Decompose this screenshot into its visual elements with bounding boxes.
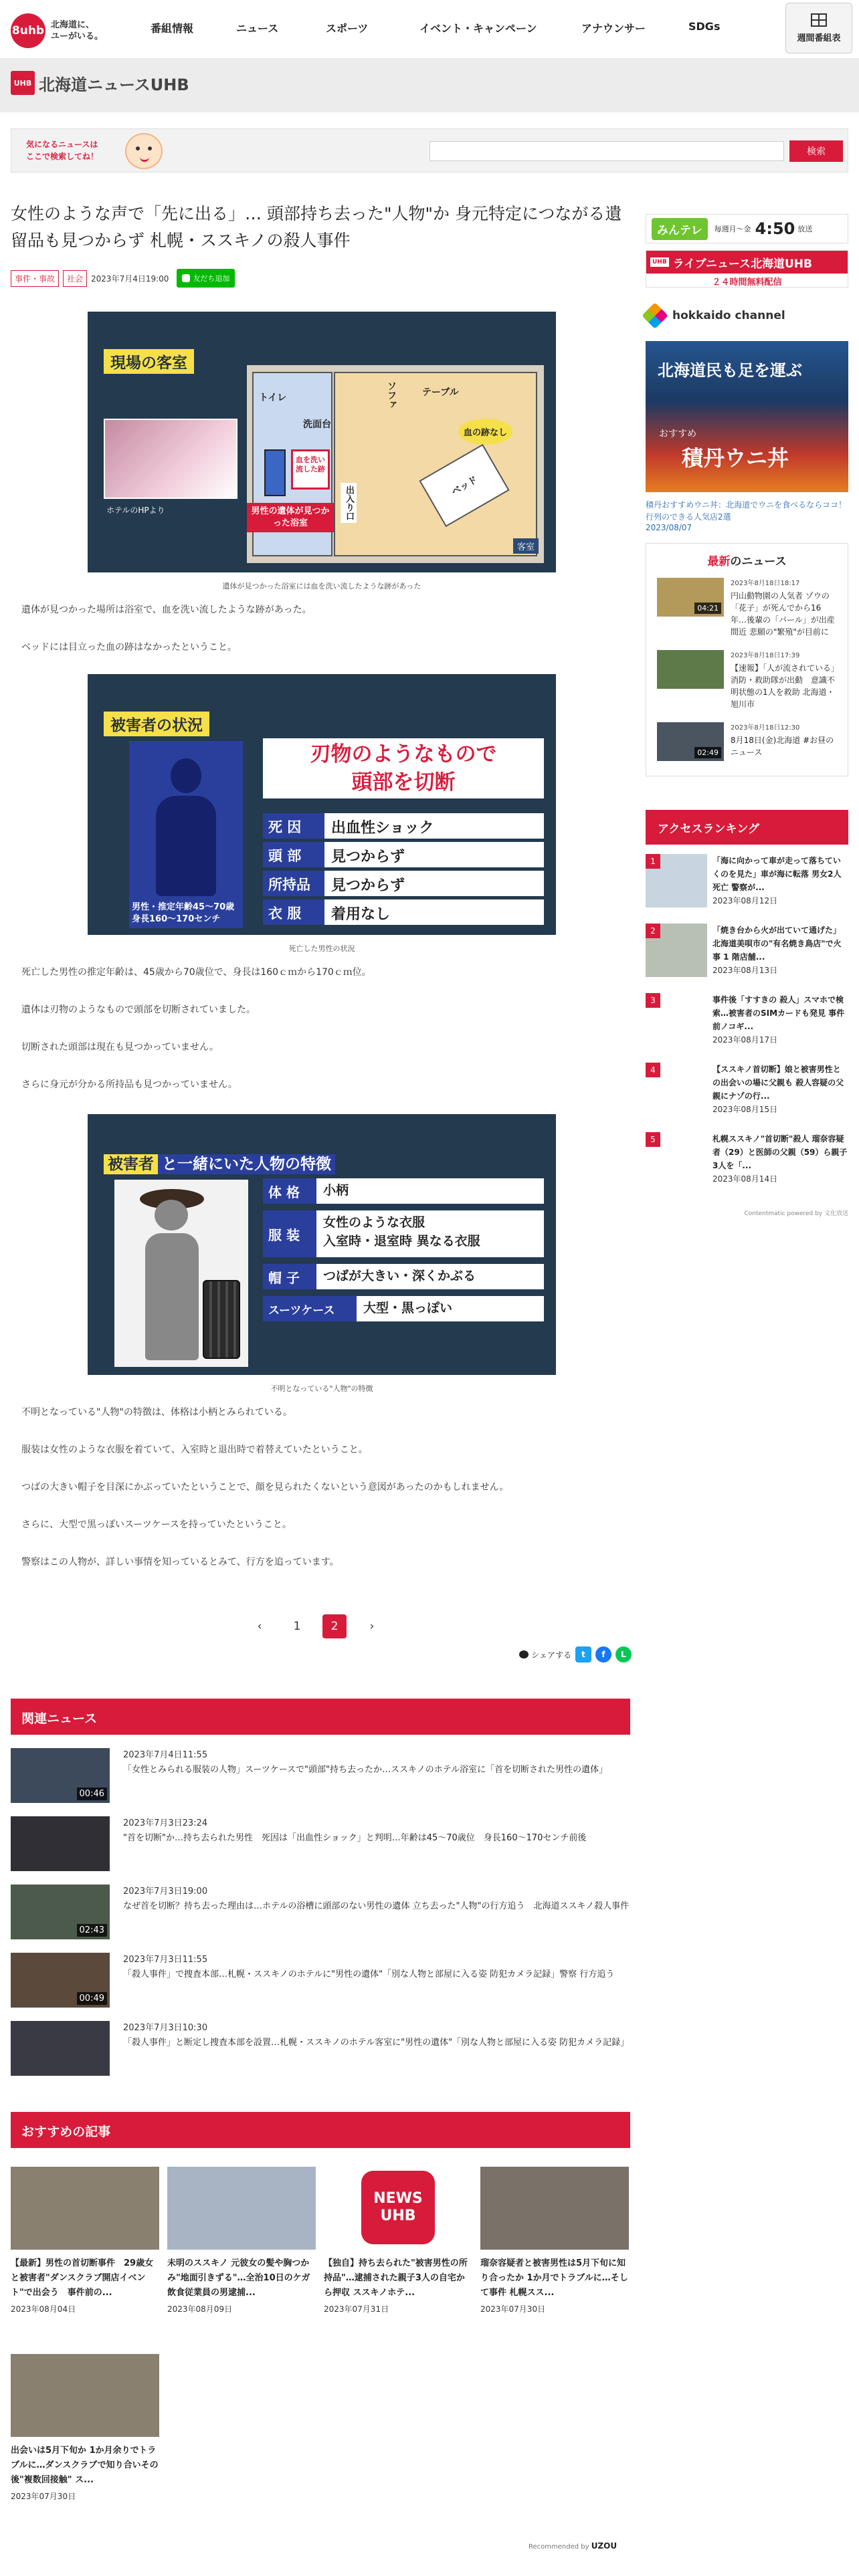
article-paragraph: 遺体が見つかった場所は浴室で、血を洗い流したような跡があった。: [21, 605, 312, 615]
person-feature-key: 服 装: [263, 1210, 316, 1257]
recommended-title: 未明のススキノ 元彼女の髪や胸つかみ"地面引きずる"…全治10日のケガ 飲食従業員の男逮捕...: [167, 2258, 310, 2298]
latest-news-body: [731, 650, 837, 710]
video-duration: 04:21: [694, 603, 721, 614]
figure-2-caption: 死亡した男性の状況: [288, 944, 355, 953]
plan-label-washed-blood: 血を洗い流した跡: [291, 449, 330, 490]
uni-ad-line-3: 積丹ウニ丼: [682, 445, 789, 471]
hotel-photo-caption: ホテルのHPより: [106, 506, 165, 515]
pager-next-button[interactable]: ›: [369, 1620, 375, 1633]
plan-label-bathroom: 男性の遺体が見つかった浴室: [247, 503, 334, 532]
search-button[interactable]: 検索: [789, 140, 843, 162]
article-meta: [11, 269, 633, 288]
uzou-credit: [529, 2541, 617, 2551]
mascot-icon: [125, 133, 163, 169]
plan-label-table: テーブル: [422, 387, 459, 398]
latest-news-thumbnail: [657, 650, 724, 689]
recommended-date: 2023年07月31日: [324, 2304, 389, 2314]
victim-status-value: 出血性ショック: [331, 820, 434, 837]
related-news-item[interactable]: [11, 1816, 630, 1871]
ranking-body: [712, 854, 848, 924]
ranking-item[interactable]: [646, 1132, 848, 1202]
ranking-body: [712, 993, 848, 1063]
ranking-number: 5: [646, 1132, 660, 1147]
nav-news[interactable]: ニュース: [236, 22, 279, 35]
recommended-date: 2023年08月04日: [11, 2304, 76, 2314]
paragraph-spacer: [11, 1495, 633, 1517]
video-duration: 00:49: [77, 1992, 107, 2005]
hokkaido-channel-title: hokkaido channel: [672, 309, 785, 322]
recommended-heading: おすすめの記事: [11, 2112, 630, 2148]
ranking-title: 事件後「すすきの 殺人」スマホで検索…被害者のSIMカードも発見 事件前ノコギ...: [712, 995, 845, 1031]
latest-news-title: 8月18日(金)北海道 #お昼のニュース: [731, 736, 834, 757]
silhouette-head-icon: [171, 758, 201, 793]
victim-status-key: 所持品: [263, 871, 324, 896]
hokkaido-channel-icon: [642, 302, 668, 329]
search-prompt-line-1: 気になるニュースは: [26, 140, 98, 149]
nav-programs[interactable]: 番組情報: [151, 22, 194, 35]
person-features-table: [263, 1178, 544, 1328]
victim-age-note: 男性・推定年齢45〜70歳: [132, 902, 235, 912]
person-silhouette-panel: [114, 1180, 248, 1367]
live-news-badge: UHB: [650, 257, 669, 267]
main-nav: [151, 20, 742, 35]
plan-label-toilet: トイレ: [259, 393, 287, 403]
person-feature-value: 大型・黒っぽい: [363, 1301, 453, 1315]
paragraph-spacer: [11, 1458, 633, 1479]
article-paragraph: 警察はこの人物が、詳しい事情を知っているとみて、行方を追っています。: [21, 1557, 339, 1568]
sidebar: [646, 214, 848, 1217]
latest-news-thumbnail: [657, 722, 724, 761]
nav-events[interactable]: イベント・キャンペーン: [419, 22, 537, 35]
logo-tagline-line-2: ユーがいる。: [51, 31, 104, 41]
article: [11, 201, 633, 1570]
search-prompt: [26, 138, 98, 163]
related-news-thumbnail: [11, 1748, 110, 1803]
paragraph-spacer: [11, 1018, 633, 1039]
related-news-date: 2023年7月3日19:00: [123, 1887, 208, 1897]
hotel-room-photo: [104, 419, 237, 499]
latest-news-title: 円山動物園の人気者 ゾウの「花子」が死んでから16年…後輩の「パール」が出産間近 悲願の"繁殖"が目前に: [731, 591, 835, 637]
ranking-body: [712, 924, 848, 993]
ranking-date: 2023年08月15日: [712, 1105, 778, 1114]
victim-profile-note: [129, 899, 243, 928]
recommended-thumbnail: [324, 2167, 472, 2250]
recommended-date: 2023年08月09日: [167, 2304, 233, 2314]
nav-sdgs[interactable]: SDGs: [688, 20, 721, 33]
victim-status-key: 衣 服: [263, 899, 324, 925]
article-paragraph: ベッドには目立った血の跡はなかったということ。: [21, 642, 237, 653]
recommended-date: 2023年07月30日: [480, 2304, 546, 2314]
related-news-title: "首を切断"か…持ち去られた男性 死因は「出血性ショック」と判明…年齢は45〜70歳位 身長160〜170センチ前後: [123, 1833, 587, 1843]
facebook-share-icon[interactable]: f: [595, 1646, 611, 1662]
live-news-sub: ２４時間無料配信: [712, 278, 782, 288]
ranking-body: [712, 1063, 848, 1132]
paragraph-spacer: [11, 1055, 633, 1077]
article-paragraph: 服装は女性のような衣服を着ていて、入室時と退出時で着替えていたということ。: [21, 1444, 368, 1455]
article-paragraph: 不明となっている"人物"の特徴は、体格は小柄とみられている。: [21, 1407, 292, 1418]
plan-label-washbasin: 洗面台: [303, 419, 331, 430]
video-duration: 02:43: [77, 1924, 107, 1937]
victim-status-key: 頭 部: [263, 842, 324, 867]
video-duration: 00:46: [77, 1788, 107, 1800]
article-paragraph: さらに身元が分かる所持品も見つかっていません。: [21, 1079, 237, 1090]
ranking-number: 2: [646, 924, 660, 938]
related-news-heading: 関連ニュース: [11, 1699, 630, 1735]
ad-live-news[interactable]: [646, 250, 848, 288]
plan-label-guest-room: 客室: [513, 538, 539, 554]
victim-figure-icon: [264, 449, 286, 496]
nav-announcers[interactable]: アナウンサー: [581, 22, 646, 35]
recommended-thumbnail: [11, 2354, 159, 2437]
mintele-logo: みんテレ: [652, 218, 708, 240]
comment-bubble-icon: [519, 1650, 529, 1658]
recommended-item[interactable]: [11, 2354, 159, 2502]
uni-ad-caption[interactable]: 積丹おすすめウニ丼：北海道でウニを食べるならココ！行列のできる人気店2選: [646, 500, 847, 522]
article-paragraph: 遺体は刃物のようなもので頭部を切断されていました。: [21, 1004, 256, 1015]
ad-uni-bowl[interactable]: [646, 341, 848, 492]
line-share-icon[interactable]: L: [615, 1646, 632, 1662]
access-ranking-list: [646, 854, 848, 1202]
ranking-credit: Contentmatic powered by 文化放送: [744, 1210, 848, 1217]
search-bar: [11, 128, 848, 173]
suitcase-icon: [203, 1280, 240, 1359]
latest-news-box: [646, 543, 848, 776]
plan-label-sofa: ソファ: [386, 381, 397, 409]
uni-ad-line-2: おすすめ: [659, 429, 697, 439]
recommended-thumbnail: [11, 2167, 159, 2250]
article-paragraph-group-3: [11, 1404, 633, 1570]
twitter-share-icon[interactable]: t: [575, 1646, 591, 1662]
related-news-title: 「女性とみられる服装の人物」スーツケースで"頭部"持ち去ったか…ススキノのホテル浴室に「首を切断された男性の遺体」: [123, 1765, 608, 1775]
search-prompt-line-2: ここで検索してね！: [26, 152, 99, 161]
article-paragraph: 死亡した男性の推定年齢は、45歳から70歳位で、身長は160ｃｍから170ｃｍ位。: [21, 967, 371, 978]
ranking-date: 2023年08月12日: [712, 896, 778, 905]
ranking-title: 「焼き台から火が出ていて通げた」北海道美唄市の"有名焼き鳥店"で火事 1 階店舗...: [712, 926, 842, 962]
ranking-item[interactable]: [646, 924, 848, 993]
line-icon: [182, 274, 190, 282]
latest-news-body: [731, 578, 837, 638]
victim-status-row: [263, 871, 544, 896]
latest-news-body: [731, 722, 837, 761]
person-feature-value: 小柄: [323, 1183, 349, 1198]
mintele-days: 毎週月〜金: [714, 225, 751, 233]
figure-room-map: [88, 312, 556, 572]
related-news-thumbnail: [11, 1816, 110, 1871]
floor-plan: [247, 365, 544, 563]
ranking-item[interactable]: [646, 993, 848, 1063]
latest-news-list: [657, 578, 837, 761]
news-uhb-logo[interactable]: [11, 71, 189, 95]
person-feature-row: [263, 1210, 544, 1257]
mintele-suffix: 放送: [797, 225, 813, 233]
person-feature-row: [263, 1296, 544, 1321]
recommended-title: 出会いは5月下旬か 1か月余りでトラブルに…ダンスクラブで知り合いその後"複数回接触" ス...: [11, 2446, 159, 2485]
ranking-number: 3: [646, 993, 660, 1008]
recommended-thumbnail: [480, 2167, 629, 2250]
ranking-number: 4: [646, 1063, 660, 1077]
related-news-item[interactable]: [11, 1885, 630, 1939]
victim-height-note: 身長160〜170センチ: [132, 914, 221, 924]
related-news-item[interactable]: [11, 1748, 630, 1803]
figure-3-label: [104, 1152, 335, 1174]
ad-hokkaido-channel[interactable]: [646, 302, 848, 329]
tag-society[interactable]: 社会: [63, 270, 87, 287]
related-news-date: 2023年7月4日11:55: [123, 1750, 208, 1760]
live-news-banner: [646, 251, 848, 274]
article-date: 2023年7月4日19:00: [91, 274, 169, 284]
related-news-date: 2023年7月3日11:55: [123, 1955, 208, 1965]
plan-label-no-blood: 血の跡なし: [458, 419, 512, 445]
related-news-item[interactable]: [11, 1953, 630, 2008]
paragraph-spacer: [11, 1533, 633, 1554]
ad-mintele[interactable]: [646, 214, 848, 243]
pager-prev-button[interactable]: ‹: [257, 1620, 262, 1633]
latest-news-heading: [657, 552, 837, 568]
figure-1-caption: 遺体が見つかった浴室には血を洗い流したような跡があった: [222, 582, 421, 591]
related-news-title: なぜ首を切断？持ち去った理由は…ホテルの浴槽に頭部のない男性の遺体 立ち去った"人物"の行方追う 北海道ススキノ殺人事件: [123, 1901, 630, 1911]
tv-guide-label: 週間番組表: [797, 33, 841, 43]
line-add-friend-button[interactable]: [177, 269, 235, 288]
article-paragraph-group-2: [11, 964, 633, 1105]
ranking-item[interactable]: [646, 854, 848, 924]
ranking-number: 1: [646, 854, 660, 869]
paragraph-spacer: [11, 1420, 633, 1442]
related-news-body: [123, 1816, 586, 1871]
related-news-title: 「殺人事件」で捜査本部…札幌・ススキノのホテルに"男性の遺体"「別な人物と部屋に入る姿 防犯カメラ記録」警察 行方追う: [123, 1969, 615, 1979]
ranking-title: 【ススキノ首切断】娘と被害男性との出会いの場に父親も 殺人容疑の父親にナゾの行...: [712, 1065, 844, 1101]
related-news-item[interactable]: [11, 2021, 630, 2076]
recommended-item[interactable]: [11, 2167, 159, 2315]
related-news-body: [123, 1748, 607, 1803]
recommended-title: 【最新】男性の首切断事件 29歳女と被害者"ダンスクラブ開店イベント"で出会う 事件前の...: [11, 2258, 154, 2298]
paragraph-spacer: [11, 980, 633, 1002]
mintele-time: 4:50: [755, 219, 795, 238]
uhb-logo[interactable]: [11, 13, 103, 48]
recommended-item[interactable]: [167, 2167, 316, 2315]
nav-sports[interactable]: スポーツ: [326, 22, 369, 35]
plan-label-bed: ベッド: [419, 444, 509, 527]
victim-status-value: 着用なし: [331, 906, 391, 923]
uzou-credit-label: Recommended by: [529, 2543, 589, 2551]
related-news-thumbnail: [11, 1953, 110, 2008]
recommended-thumbnail: [167, 2167, 316, 2250]
latest-news-item[interactable]: [657, 650, 837, 710]
victim-status-table: [263, 813, 544, 928]
figure-3-caption: 不明となっている"人物"の特徴: [270, 1384, 373, 1393]
figure-person-features: [88, 1114, 556, 1375]
access-ranking-heading: アクセスランキング: [646, 810, 848, 845]
plan-label-entrance: 出入り口: [341, 483, 357, 523]
ranking-date: 2023年08月17日: [712, 1035, 778, 1045]
related-news-title: 「殺人事件」と断定し捜査本部を設置…札幌・ススキノのホテル客室に"男性の遺体"「別な人物と部屋に入る姿 防犯カメラ記録」: [123, 2038, 630, 2048]
figure-2-label: 被害者の状況: [104, 712, 209, 736]
victim-headline-box: [263, 738, 544, 798]
latest-news-item[interactable]: [657, 578, 837, 638]
pager-page-2[interactable]: 2: [322, 1614, 347, 1638]
person-feature-value: 女性のような衣服 入室時・退室時 異なる衣服: [323, 1215, 480, 1249]
search-input[interactable]: [430, 141, 784, 161]
latest-news-title: 【速報】「人が流されている」消防・救助隊が出動 意識不明状態の1人を救助 北海道・旭川市: [731, 663, 836, 709]
related-news-body: [123, 2021, 629, 2076]
uzou-brand: UZOU: [591, 2541, 617, 2551]
news-uhb-badge: UHB: [11, 71, 35, 95]
paragraph-spacer: [11, 1093, 633, 1105]
silhouette-body-icon: [156, 796, 216, 896]
victim-status-row: [263, 899, 544, 925]
person-feature-key: スーツケース: [263, 1296, 357, 1321]
tag-incident[interactable]: 事件・事故: [11, 270, 59, 287]
related-news-date: 2023年7月3日23:24: [123, 1818, 208, 1828]
pagination: [241, 1614, 391, 1638]
article-paragraph: つばの大きい帽子を目深にかぶっていたということで、顔を見られたくないという意図があったのかもしれません。: [21, 1482, 509, 1493]
article-headline: 女性のような声で「先に出る」… 頭部持ち去った"人物"か 身元特定につながる遺留品も見つからず 札幌・ススキノの殺人事件: [11, 204, 622, 250]
latest-heading-rest: のニュース: [730, 555, 787, 568]
victim-status-row: [263, 842, 544, 867]
victim-headline-line-1: 刃物のようなもので: [310, 742, 497, 766]
figure-victim-status: [88, 674, 556, 935]
victim-silhouette: [129, 741, 243, 928]
uni-ad-line-1: 北海道民も足を運ぶ: [658, 361, 802, 380]
person-feature-key: 帽 子: [263, 1264, 316, 1289]
news-uhb-title: 北海道ニュースUHB: [39, 75, 189, 94]
recommended-title: 瑠奈容疑者と被害男性は5月下旬に知り合ったか 1か月でトラブルに…そして事件 札幌スス...: [480, 2258, 628, 2298]
victim-status-value: 見つからず: [331, 849, 405, 865]
related-news-date: 2023年7月3日10:30: [123, 2023, 208, 2033]
share-label: シェアする: [531, 1650, 571, 1660]
victim-status-row: [263, 813, 544, 839]
person-feature-row: [263, 1178, 544, 1204]
figure-3-label-victim: 被害者: [104, 1154, 158, 1174]
news-uhb-logo-icon: NEWS UHB: [361, 2171, 435, 2244]
guest-room-area: [334, 372, 537, 556]
related-news-thumbnail: [11, 2021, 110, 2076]
recommended-date: 2023年07月30日: [11, 2492, 76, 2501]
article-paragraph: さらに、大型で黒っぽいスーツケースを持っていたということ。: [21, 1519, 292, 1530]
related-news-body: [123, 1953, 614, 2008]
figure-3-label-rest: と一緒にいた人物の特徴: [158, 1154, 335, 1174]
person-body-icon: [145, 1233, 199, 1360]
latest-heading-accent: 最新: [707, 555, 731, 568]
person-feature-row: [263, 1264, 544, 1289]
figure-1-label: 現場の客室: [104, 349, 194, 374]
video-duration: 02:49: [694, 747, 721, 758]
ranking-body: [712, 1132, 848, 1202]
live-news-title: ライブニュース北海道UHB: [672, 257, 812, 271]
recommended-item[interactable]: [324, 2167, 472, 2315]
person-feature-value: つばが大きい・深くかぶる: [323, 1269, 476, 1283]
ranking-date: 2023年08月14日: [712, 1174, 778, 1184]
tv-guide-button[interactable]: [785, 3, 852, 53]
related-news-body: [123, 1885, 629, 1939]
share-bar: [519, 1646, 632, 1662]
victim-status-value: 見つからず: [331, 877, 405, 894]
person-feature-key: 体 格: [263, 1178, 316, 1204]
ranking-item[interactable]: [646, 1063, 848, 1132]
ranking-title: 「海に向かって車が走って落ちていくのを見た」車が海に転落 男女2人死亡 警察が...: [712, 856, 842, 892]
recommended-item[interactable]: [480, 2167, 629, 2315]
uhb-logo-mark: 8uhb: [11, 13, 45, 48]
victim-status-key: 死 因: [263, 813, 324, 839]
ranking-title: 札幌ススキノ"首切断"殺人 瑠奈容疑者（29）と医師の父親（59）ら親子3人を「...: [712, 1134, 848, 1170]
uni-ad-date: 2023/08/07: [646, 523, 692, 532]
victim-headline-line-2: 頭部を切断: [351, 770, 456, 794]
logo-tagline-line-1: 北海道に、: [51, 20, 95, 30]
logo-tagline: [51, 19, 103, 42]
line-add-friend-label: 友だち追加: [193, 274, 230, 283]
recommended-title: 【独自】持ち去られた"被害男性の所持品"…逮捕された親子3人の自宅から押収 ススキノホテ...: [324, 2258, 468, 2298]
related-news-thumbnail: [11, 1885, 110, 1939]
person-head-icon: [155, 1200, 188, 1230]
latest-news-thumbnail: [657, 578, 724, 617]
article-paragraph: 切断された頭部は現在も見つかっていません。: [21, 1042, 219, 1053]
pager-page-1[interactable]: 1: [293, 1620, 301, 1633]
latest-news-date: 2023年8月18日12:30: [731, 724, 800, 732]
latest-news-date: 2023年8月18日17:39: [731, 652, 800, 659]
latest-news-item[interactable]: [657, 722, 837, 761]
latest-news-date: 2023年8月18日18:17: [731, 580, 800, 587]
ranking-date: 2023年08月13日: [712, 966, 778, 975]
global-header: [0, 0, 859, 59]
calendar-grid-icon: [811, 13, 827, 27]
